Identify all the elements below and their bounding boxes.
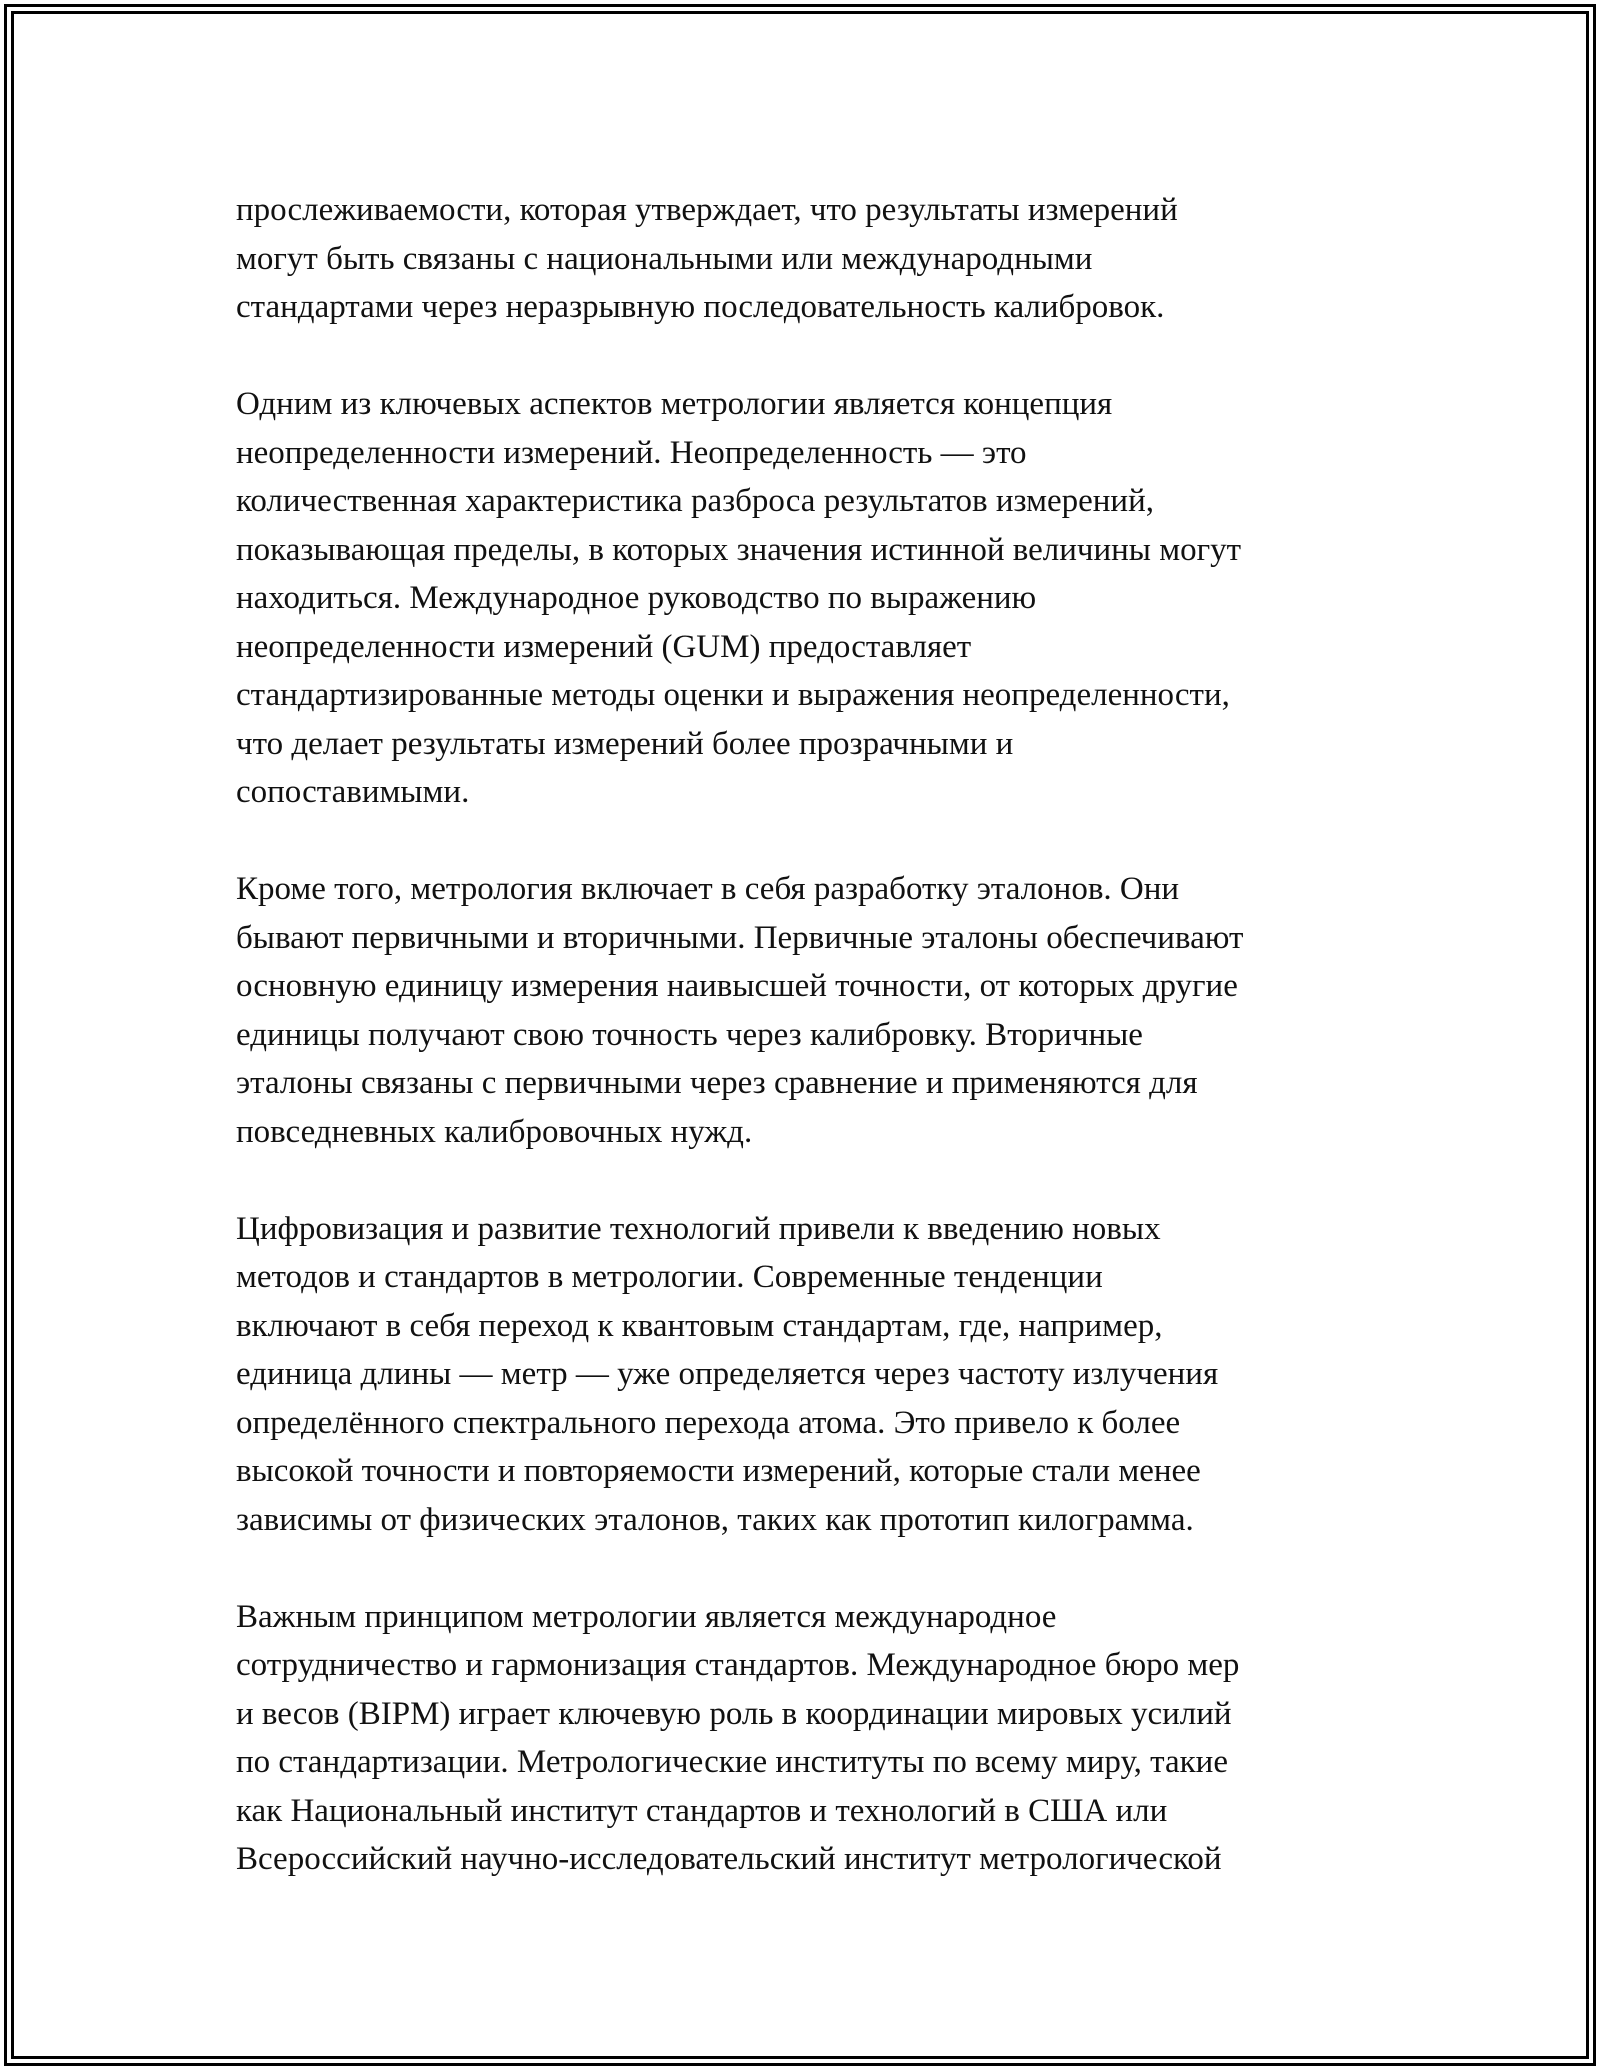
text-line: прослеживаемости, которая утверждает, что результаты измерений <box>236 192 1178 228</box>
text-line: могут быть связаны с национальными или международными <box>236 240 1093 277</box>
text-line: по стандартизации. Метрологические институты по всему миру, такие <box>236 1744 1228 1780</box>
paragraph-digitalization <box>236 1205 1366 1545</box>
text-line: и весов (BIPM) играет ключевую роль в координации мировых усилий <box>236 1695 1232 1732</box>
text-line: единица длины — метр — уже определяется через частоту излучения <box>236 1356 1219 1392</box>
text-line: повседневных калибровочных нужд. <box>236 1113 753 1150</box>
text-line: как Национальный институт стандартов и технологий в США или <box>236 1792 1168 1829</box>
text-line: Кроме того, метрология включает в себя разработку эталонов. Они <box>236 871 1180 907</box>
text-line: Важным принципом метрологии является международное <box>236 1598 1057 1635</box>
paragraph-standards <box>236 865 1366 1156</box>
paragraph-cooperation <box>236 1593 1366 1884</box>
text-line: находиться. Международное руководство по выражению <box>236 580 1037 616</box>
text-line: Одним из ключевых аспектов метрологии является концепция <box>236 386 1113 422</box>
text-line: количественная характеристика разброса результатов измерений, <box>236 483 1154 519</box>
text-line: неопределенности измерений. Неопределенность — это <box>236 434 1027 471</box>
text-line: Цифровизация и развитие технологий привели к введению новых <box>236 1210 1161 1247</box>
text-line: включают в себя переход к квантовым стандартам, где, например, <box>236 1307 1163 1344</box>
paragraph-uncertainty <box>236 380 1366 817</box>
text-line: Всероссийский научно-исследовательский институт метрологической <box>236 1841 1222 1877</box>
document-body <box>236 186 1366 1932</box>
text-line: эталоны связаны с первичными через сравнение и применяются для <box>236 1065 1198 1101</box>
text-line: бывают первичными и вторичными. Первичные эталоны обеспечивают <box>236 919 1244 956</box>
text-line: методов и стандартов в метрологии. Современные тенденции <box>236 1259 1103 1295</box>
text-line: стандартизированные методы оценки и выражения неопределенности, <box>236 677 1230 713</box>
text-line: определённого спектрального перехода атома. Это привело к более <box>236 1404 1181 1441</box>
text-line: сотрудничество и гармонизация стандартов. Международное бюро мер <box>236 1647 1240 1683</box>
text-line: неопределенности измерений (GUM) предоставляет <box>236 628 972 665</box>
text-line: стандартами через неразрывную последовательность калибровок. <box>236 289 1165 325</box>
text-line: зависимы от физических эталонов, таких как прототип килограмма. <box>236 1501 1194 1538</box>
text-line: высокой точности и повторяемости измерений, которые стали менее <box>236 1453 1201 1489</box>
text-line: единицы получают свою точность через калибровку. Вторичные <box>236 1016 1143 1053</box>
paragraph-traceability <box>236 186 1366 332</box>
text-line: что делает результаты измерений более прозрачными и <box>236 725 1014 762</box>
text-line: показывающая пределы, в которых значения истинной величины могут <box>236 531 1242 568</box>
text-line: сопоставимыми. <box>236 774 470 810</box>
text-line: основную единицу измерения наивысшей точности, от которых другие <box>236 968 1238 1004</box>
